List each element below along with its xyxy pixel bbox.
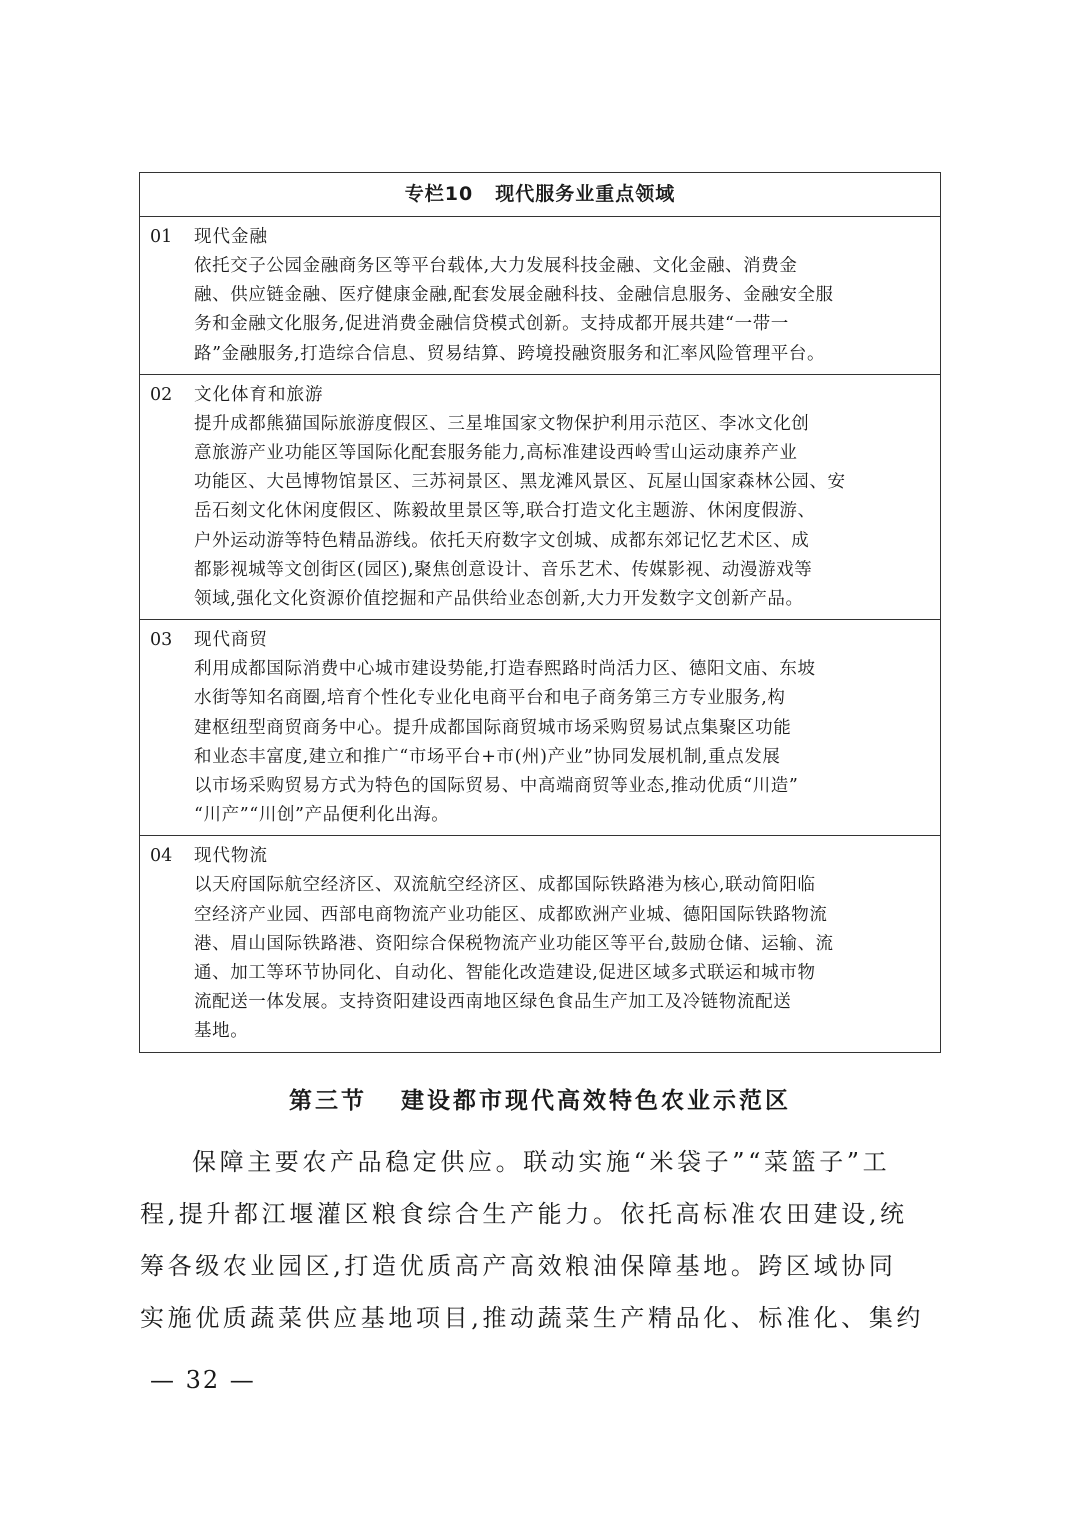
box-title [140, 173, 940, 217]
section-heading: 现代物流 [194, 846, 268, 867]
body-line: 空经济产业园、西部电商物流产业功能区、成都欧洲产业城、德阳国际铁路物流 [194, 904, 828, 925]
section-title-text: 建设都市现代高效特色农业示范区 [401, 1088, 791, 1114]
section-label: 第三节 [289, 1088, 367, 1114]
body-line: 岳石刻文化休闲度假区、陈毅故里景区等,联合打造文化主题游、休闲度假游、 [194, 501, 816, 522]
section-heading: 文化体育和旅游 [194, 384, 324, 405]
section-body [194, 410, 930, 614]
body-line: 领域,强化文化资源价值挖掘和产品供给业态创新,大力开发数字文创新产品。 [194, 589, 804, 610]
body-line: 水街等知名商圈,培育个性化专业化电商平台和电子商务第三方专业服务,构 [194, 688, 786, 709]
body-line: 流配送一体发展。支持资阳建设西南地区绿色食品生产加工及冷链物流配送 [194, 992, 792, 1013]
section-body [194, 252, 930, 369]
body-paragraph [140, 1136, 940, 1344]
body-line: 和业态丰富度,建立和推广“市场平台+市(州)产业”协同发展机制,重点发展 [194, 746, 781, 767]
body-line: 都影视城等文创街区(园区),聚焦创意设计、音乐艺术、传媒影视、动漫游戏等 [194, 559, 813, 580]
body-line: 以天府国际航空经济区、双流航空经济区、成都国际铁路港为核心,联动简阳临 [194, 875, 816, 896]
body-line: 路”金融服务,打造综合信息、贸易结算、跨境投融资服务和汇率风险管理平台。 [194, 343, 826, 364]
paragraph-line: 筹各级农业园区,打造优质高产高效粮油保障基地。跨区域协同 [140, 1252, 897, 1280]
body-line: 依托交子公园金融商务区等平台载体,大力发展科技金融、文化金融、消费金 [194, 256, 798, 276]
body-line: 基地。 [194, 1021, 249, 1042]
box-section [140, 835, 940, 1051]
body-line: 提升成都熊猫国际旅游度假区、三星堆国家文物保护利用示范区、李冰文化创 [194, 413, 810, 434]
body-line: 建枢纽型商贸商务中心。提升成都国际商贸城市场采购贸易试点集聚区功能 [194, 717, 792, 738]
section-title [0, 1082, 1080, 1115]
section-body [194, 871, 930, 1046]
body-line: 通、加工等环节协同化、自动化、智能化改造建设,促进区域多式联运和城市物 [194, 963, 816, 984]
paragraph-line: 实施优质蔬菜供应基地项目,推动蔬菜生产精品化、标准化、集约 [140, 1304, 925, 1332]
box-title-text: 现代服务业重点领域 [495, 183, 676, 205]
body-line: 融、供应链金融、医疗健康金融,配套发展金融科技、金融信息服务、金融安全服 [194, 285, 834, 306]
section-heading: 现代商贸 [194, 630, 268, 651]
body-line: 港、眉山国际铁路港、资阳综合保税物流产业功能区等平台,鼓励仓储、运输、流 [194, 933, 834, 954]
section-body [194, 655, 930, 830]
paragraph-line: 程,提升都江堰灌区粮食综合生产能力。依托高标准农田建设,统 [140, 1200, 908, 1228]
box-section [140, 619, 940, 835]
box-title-number: 专栏10 [404, 183, 474, 205]
body-line: 利用成都国际消费中心城市建设势能,打造春熙路时尚活力区、德阳文庙、东坡 [194, 659, 816, 680]
body-line: 户外运动游等特色精品游线。依托天府数字文创城、成都东郊记忆艺术区、成 [194, 530, 810, 551]
box-section [140, 217, 940, 374]
body-line: 功能区、大邑博物馆景区、三苏祠景区、黑龙滩风景区、瓦屋山国家森林公园、安 [194, 472, 846, 493]
section-number: 01 [150, 227, 173, 247]
body-line: 意旅游产业功能区等国际化配套服务能力,高标准建设西岭雪山运动康养产业 [194, 443, 798, 464]
body-line: 以市场采购贸易方式为特色的国际贸易、中高端商贸等业态,推动优质“川造” [194, 776, 799, 797]
section-number: 03 [150, 630, 173, 651]
body-line: 务和金融文化服务,促进消费金融信贷模式创新。支持成都开展共建“一带一 [194, 314, 789, 335]
section-number: 02 [150, 384, 173, 405]
feature-box [139, 172, 941, 1053]
body-line: “川产”“川创”产品便利化出海。 [194, 805, 450, 826]
section-number: 04 [150, 846, 173, 867]
section-heading: 现代金融 [194, 227, 268, 247]
box-section [140, 374, 940, 619]
page-number: — 32 — [150, 1366, 256, 1394]
paragraph-line: 保障主要农产品稳定供应。联动实施“米袋子”“菜篮子”工 [192, 1148, 891, 1176]
